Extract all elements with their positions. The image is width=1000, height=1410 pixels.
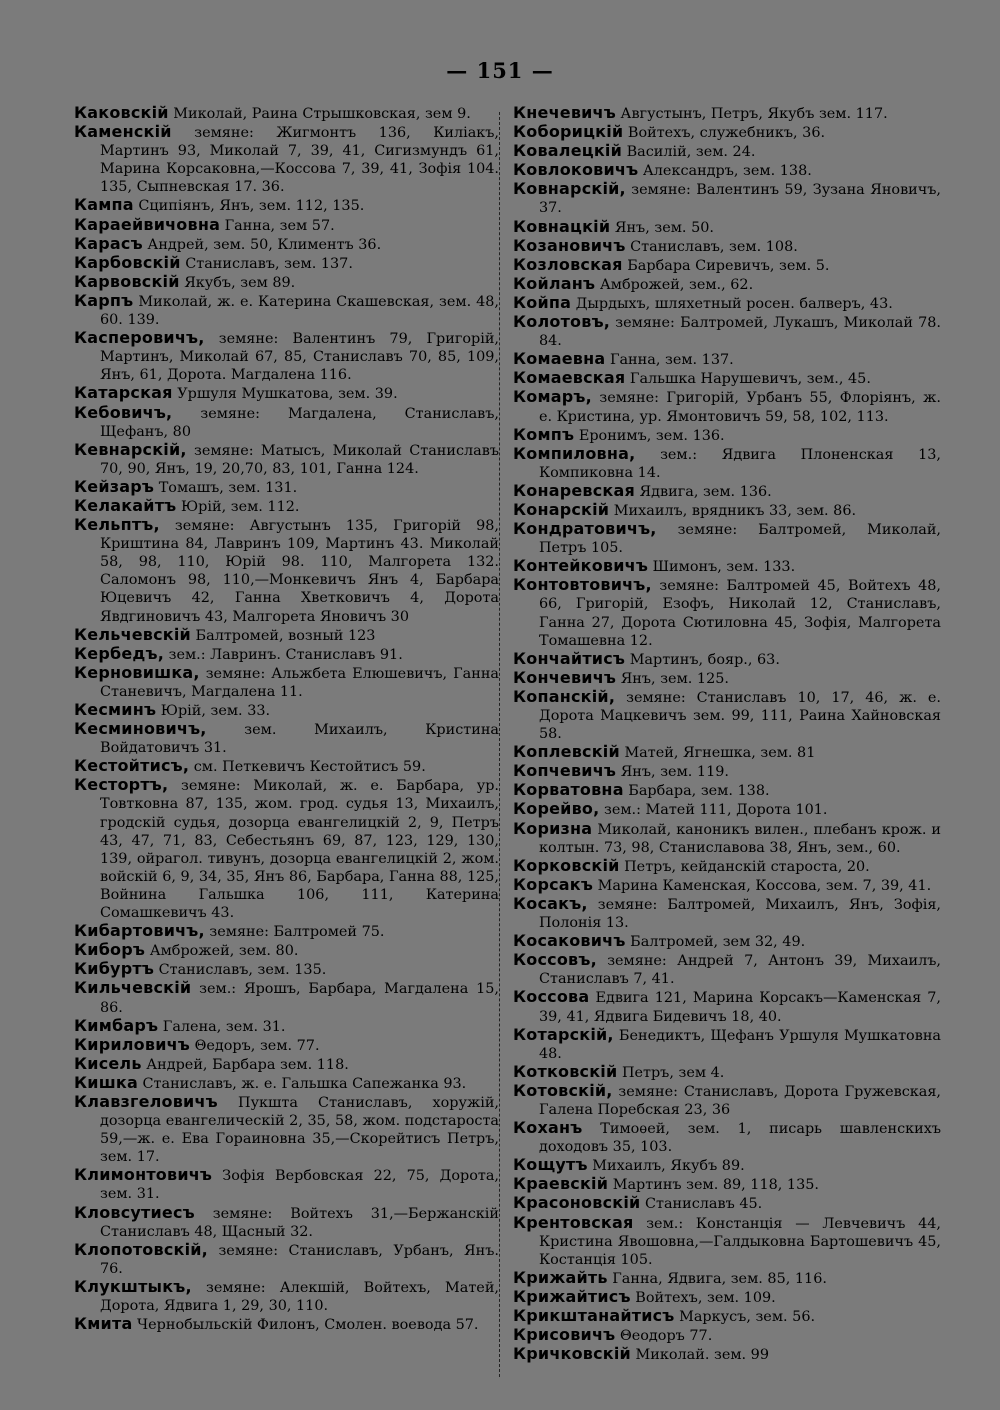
entry-details: Зофія Вербовская 22, 75, Дорота, зем. 31.	[100, 1168, 499, 1203]
entry-surname: Копчевичъ	[513, 761, 617, 781]
index-entry	[513, 988, 941, 1025]
entry-details: Мартинъ, бояр., 63.	[629, 651, 780, 668]
entry-surname: Кельчевскій	[74, 624, 191, 644]
index-entry	[513, 1269, 941, 1288]
index-entry	[513, 237, 941, 256]
entry-details: Галена, зем. 31.	[162, 1018, 286, 1035]
entry-surname: Каменскій	[74, 122, 172, 142]
entry-surname: Кесминъ	[74, 700, 157, 719]
index-entry	[74, 235, 499, 254]
entry-details: Чернобыльскій Филонъ, Смолен. воевода 57.	[137, 1317, 479, 1334]
index-entry	[74, 1074, 499, 1093]
entry-surname: Киборъ	[74, 940, 146, 960]
entry-details: Уршуля Мушкатова, зем. 39.	[177, 386, 398, 403]
entry-details: Ганна, Ядвига, зем. 85, 116.	[612, 1270, 827, 1287]
entry-surname: Коборицкій	[513, 122, 624, 142]
entry-details: земяне: Андрей 7, Антонъ 39, Михаилъ, Станиславъ 7, 41.	[539, 953, 941, 988]
entry-details: земяне: Балтромей, Миколай, Петръ 105.	[539, 522, 942, 557]
entry-details: земяне: Матысъ, Миколай Станиславъ 70, 90, Янъ, 19, 20,70, 83, 101, Ганна 124.	[100, 442, 500, 477]
entry-surname: Клопотовскій,	[74, 1239, 208, 1259]
entry-details: Янъ, зем. 119.	[620, 764, 729, 781]
index-entry	[513, 781, 941, 800]
entry-details: Станиславъ, зем. 135.	[158, 962, 327, 979]
index-entry	[74, 960, 499, 979]
entry-details: земяне: Валентинъ 59, Зузана Яновичъ, 37.	[539, 182, 942, 217]
entry-details: Петръ, зем 4.	[621, 1064, 725, 1081]
entry-details: земяне: Магдалена, Станиславъ, Щефанъ, 80	[100, 405, 499, 440]
entry-details: зем.: Матей 111, Дорота 101.	[603, 802, 828, 819]
entry-details: Гальшка Нарушевичъ, зем., 45.	[629, 371, 871, 388]
index-entry	[513, 669, 941, 688]
entry-surname: Карпъ	[74, 290, 134, 310]
entry-details: Александръ, зем. 138.	[642, 163, 812, 180]
entry-surname: Комаевна	[513, 349, 606, 369]
entry-details: Андрей, зем. 50, Климентъ 36.	[147, 236, 382, 253]
index-entry	[74, 1036, 499, 1055]
entry-surname: Ковнацкій	[513, 216, 611, 236]
entry-details: Барбара Сиревичъ, зем. 5.	[627, 257, 830, 274]
entry-surname: Козановичъ	[513, 235, 626, 255]
entry-details: Дырдыхъ, шляхетный росен. балверъ, 43.	[575, 295, 893, 312]
index-entry	[513, 1175, 941, 1194]
index-entry	[513, 123, 941, 142]
entry-surname: Котарскій,	[513, 1024, 614, 1044]
index-entry	[513, 520, 941, 557]
entry-surname: Келакайтъ	[74, 495, 177, 515]
entry-surname: Кельптъ,	[74, 515, 160, 535]
entry-surname: Кампа	[74, 195, 134, 215]
entry-details: Балтромей, зем 32, 49.	[630, 934, 806, 951]
entry-details: земяне: Августынъ 135, Григорій 98, Криштина 84, Лавринъ 109, Мартинъ 43. Миколай 58, 98, 110, Юрій 98. 110, Малгорета 132. Саломонъ 98, 110,—Монкевичъ Янъ 4, Барбара Юцевичъ 42, Ганна Хветковичъ 4, Дорота Явдгиновичъ 43, Малгорета Яновичъ 30	[100, 518, 499, 625]
entry-surname: Касперовичъ,	[74, 328, 205, 348]
index-entry	[74, 776, 499, 922]
index-entry	[513, 857, 941, 876]
index-entry	[74, 254, 499, 273]
index-entry	[74, 104, 499, 123]
index-entry	[74, 292, 499, 329]
entry-details: Юрій, зем. 33.	[160, 703, 271, 719]
entry-details: земяне: Валентинъ 79, Григорій, Мартинъ, Миколай 67, 85, Станиславъ 70, 85, 109, Янъ, 61, Дорота. Магдалена 116.	[100, 331, 500, 384]
right-column	[513, 104, 941, 1364]
index-entry	[74, 273, 499, 292]
entry-details: Балтромей, возный 123	[195, 627, 376, 644]
index-entry	[513, 1194, 941, 1213]
index-entry	[513, 1307, 941, 1326]
entry-details: Ганна, зем. 137.	[609, 352, 734, 369]
index-entry	[74, 922, 499, 941]
index-entry	[74, 123, 499, 196]
entry-details: Ганна, зем 57.	[224, 217, 335, 234]
entry-surname: Корковскій	[513, 855, 620, 875]
entry-surname: Кириловичъ	[74, 1034, 191, 1054]
entry-details: Михаилъ, Якубъ 89.	[592, 1158, 745, 1175]
index-entry	[74, 645, 499, 664]
entry-surname: Конаревская	[513, 480, 635, 500]
entry-details: Марина Каменская, Коссова, зем. 7, 39, 41.	[597, 877, 932, 894]
entry-details: Бенедиктъ, Щефанъ Уршуля Мушкатовна 48.	[539, 1027, 941, 1062]
entry-surname: Косаковичъ	[513, 931, 626, 951]
entry-details: земяне: Балтромей 75.	[209, 924, 385, 941]
entry-details: зем. Михаилъ, Кристина Войдатовичъ 31.	[100, 722, 500, 757]
entry-details: земяне: Балтромей, Лукашъ, Миколай 78. 84.	[539, 315, 941, 350]
entry-details: земяне: Григорій, Урбанъ 55, Флоріянъ, ж. е. Кристина, ур. Ямонтовичъ 59, 58, 102, 113.	[539, 390, 941, 425]
entry-surname: Керновишка,	[74, 662, 200, 682]
index-entry	[513, 275, 941, 294]
entry-details: Ядвига, зем. 136.	[639, 483, 772, 500]
index-entry	[74, 979, 499, 1016]
entry-details: Матей, Ягнешка, зем. 81	[624, 745, 816, 762]
entry-surname: Кесминовичъ,	[74, 719, 207, 739]
entry-surname: Крижайтисъ	[513, 1286, 631, 1306]
entry-details: зем.: Ядвига Плоненская 13, Компиковна 14.	[539, 446, 941, 481]
index-entry	[74, 497, 499, 516]
entry-details: зем.: Лавринъ. Станиславъ 91.	[168, 646, 403, 663]
index-entry	[74, 1241, 499, 1278]
entry-details: Еронимъ, зем. 136.	[578, 427, 725, 444]
index-entry	[513, 932, 941, 951]
entry-surname: Кончевичъ	[513, 667, 617, 687]
entry-surname: Кощутъ	[513, 1155, 588, 1175]
index-entry	[513, 388, 941, 425]
index-entry	[74, 720, 499, 757]
index-entry	[74, 941, 499, 960]
entry-details: Мартинъ зем. 89, 118, 135.	[612, 1177, 819, 1194]
entry-surname: Комаевская	[513, 368, 626, 388]
entry-details: Петръ, кейданскій староста, 20.	[624, 858, 870, 875]
entry-details: Амброжей, зем. 80.	[149, 943, 299, 960]
entry-surname: Кондратовичъ,	[513, 519, 657, 539]
entry-surname: Копанскій,	[513, 686, 616, 706]
entry-surname: Кисель	[74, 1053, 142, 1073]
entry-details: Амброжей, зем., 62.	[599, 276, 754, 293]
entry-surname: Крентовская	[513, 1212, 634, 1232]
entry-details: Томашъ, зем. 131.	[158, 479, 298, 496]
entry-surname: Караейвичовна	[74, 214, 221, 234]
entry-surname: Каковскій	[74, 103, 169, 122]
entry-details: земяне: Балтромей 45, Войтехъ 48, 66, Григорій, Езофъ, Николай 12, Станиславъ, Ганна 27, Дорота Сютиловна 45, Зофія, Малгорета Томашевна 12.	[539, 578, 941, 649]
entry-surname: Кильчевскій	[74, 978, 192, 998]
entry-surname: Койланъ	[513, 273, 596, 293]
entry-details: Янъ, зем. 50.	[614, 219, 714, 236]
entry-details: земяне: Станиславъ, Дорота Гружевская, Галена Поребская 23, 36	[539, 1083, 942, 1118]
entry-details: Шимонъ, зем. 133.	[652, 559, 796, 576]
index-entry	[74, 1093, 499, 1166]
entry-details: Василій, зем. 24.	[626, 144, 756, 161]
index-entry	[513, 350, 941, 369]
index-entry	[74, 1017, 499, 1036]
index-entry	[513, 762, 941, 781]
entry-surname: Кнечевичъ	[513, 103, 616, 122]
entry-details: Миколай, каноникъ вилен., плебанъ крож. и колтын. 73, 98, Станиславова 38, Янъ, зем., 60.	[539, 821, 941, 856]
entry-surname: Клукштыкъ,	[74, 1276, 192, 1296]
entry-surname: Кибуртъ	[74, 959, 155, 979]
entry-surname: Кончайтисъ	[513, 648, 626, 668]
index-entry	[74, 1055, 499, 1074]
entry-details: Михаилъ, врядникъ 33, зем. 86.	[613, 502, 857, 519]
entry-surname: Козловская	[513, 254, 623, 274]
entry-surname: Климонтовичъ	[74, 1165, 213, 1185]
entry-surname: Клавзгеловичъ	[74, 1091, 218, 1111]
entry-surname: Коплевскій	[513, 742, 620, 762]
index-entry	[513, 688, 941, 743]
index-entry	[74, 757, 499, 776]
index-entry	[513, 650, 941, 669]
entry-surname: Кишка	[74, 1072, 138, 1092]
entry-surname: Катарская	[74, 383, 173, 403]
index-entry	[74, 1315, 499, 1334]
index-entry	[513, 951, 941, 988]
entry-details: земяне: Станиславъ, Урбанъ, Янъ. 76.	[100, 1242, 499, 1277]
index-entry	[513, 1063, 941, 1082]
entry-details: Станиславъ, зем. 108.	[630, 238, 798, 255]
entry-surname: Контовтовичъ,	[513, 575, 652, 595]
index-entry	[74, 384, 499, 403]
entry-surname: Контейковичъ	[513, 556, 649, 576]
index-entry	[513, 1119, 941, 1156]
entry-surname: Койпа	[513, 292, 572, 312]
entry-surname: Корсакъ	[513, 874, 594, 894]
entry-surname: Кловсутиесъ	[74, 1202, 195, 1222]
index-entry	[74, 329, 499, 384]
entry-surname: Корейво,	[513, 799, 600, 819]
entry-details: Августынъ, Петръ, Якубъ зем. 117.	[620, 106, 888, 122]
entry-surname: Комаръ,	[513, 387, 592, 407]
entry-details: см. Петкевичъ Кестойтисъ 59.	[193, 759, 426, 776]
entry-surname: Коризна	[513, 818, 593, 838]
entry-details: земяне: Алекшій, Войтехъ, Матей, Дорота, Ядвига 1, 29, 30, 110.	[100, 1279, 499, 1314]
entry-details: Маркусъ, зем. 56.	[679, 1309, 816, 1325]
entry-details: зем.: Ярошъ, Барбара, Магдалена 15, 86.	[100, 981, 500, 1016]
index-entry	[513, 256, 941, 275]
entry-surname: Компъ	[513, 424, 575, 444]
index-entry	[513, 557, 941, 576]
index-entry	[513, 1345, 941, 1364]
entry-surname: Кейзаръ	[74, 476, 155, 496]
entry-details: Сципіянъ, Янъ, зем. 112, 135.	[138, 198, 365, 215]
index-entry	[513, 895, 941, 932]
index-entry	[74, 196, 499, 215]
entry-surname: Ковнарскій,	[513, 179, 626, 199]
entry-details: Θеодоръ 77.	[619, 1328, 713, 1345]
entry-surname: Кербедъ,	[74, 643, 165, 663]
entry-surname: Компиловна,	[513, 443, 636, 463]
entry-details: Войтехъ, зем. 109.	[635, 1289, 776, 1306]
index-entry	[513, 800, 941, 819]
entry-surname: Ковлоковичъ	[513, 160, 639, 180]
entry-surname: Карасъ	[74, 233, 143, 253]
index-entry	[513, 501, 941, 520]
index-entry	[513, 1026, 941, 1063]
entry-details: земяне: Станиславъ 10, 17, 46, ж. е. Дорота Мацкевичъ зем. 99, 111, Раина Хайновская 58.	[539, 689, 941, 743]
entry-details: Станиславъ 45.	[645, 1196, 763, 1213]
entry-details: Янъ, зем. 125.	[620, 670, 729, 687]
entry-details: Миколай, Раина Стрышковская, зем 9.	[173, 106, 471, 122]
entry-surname: Краевскій	[513, 1174, 609, 1194]
entry-details: Юрій, зем. 112.	[181, 498, 300, 515]
index-entry	[74, 664, 499, 701]
index-entry	[513, 218, 941, 237]
entry-surname: Ковалецкій	[513, 141, 622, 161]
entry-surname: Карбовскій	[74, 252, 181, 272]
index-entry	[74, 441, 499, 478]
entry-surname: Кестойтисъ,	[74, 756, 190, 776]
entry-details: земяне: Жигмонтъ 136, Киліакъ, Мартинъ 93, Миколай 7, 39, 41, Сигизмундъ 61, Марина Корсаковна,—Коссова 7, 39, 41, Зофія 104. 135, Сыпневская 17. 36.	[100, 125, 500, 196]
entry-surname: Кевнарскій,	[74, 439, 187, 459]
index-entry	[513, 1082, 941, 1119]
left-column	[74, 104, 499, 1334]
entry-details: Войтехъ, служебникъ, 36.	[627, 125, 826, 142]
index-entry	[513, 104, 941, 123]
entry-surname: Коханъ	[513, 1118, 583, 1138]
index-entry	[513, 426, 941, 445]
entry-details: Барбара, зем. 138.	[628, 783, 770, 800]
index-entry	[74, 216, 499, 235]
entry-surname: Карвовскій	[74, 271, 180, 291]
entry-surname: Коссова	[513, 987, 590, 1007]
index-entry	[74, 701, 499, 720]
index-entry	[74, 478, 499, 497]
index-entry	[74, 626, 499, 645]
index-entry	[513, 576, 941, 649]
index-entry	[513, 876, 941, 895]
page-number: — 151 —	[446, 58, 554, 83]
index-entry	[74, 1204, 499, 1241]
entry-surname: Кричковскій	[513, 1344, 631, 1364]
entry-surname: Кебовичъ,	[74, 402, 173, 422]
index-entry	[74, 1166, 499, 1203]
index-entry	[513, 445, 941, 482]
index-entry	[513, 482, 941, 501]
entry-surname: Конарскій	[513, 499, 610, 519]
index-entry	[513, 1214, 941, 1269]
index-entry	[513, 161, 941, 180]
index-entry	[74, 404, 499, 441]
entry-details: Тимоѳей, зем. 1, писарь шавленскихъ доходовъ 35, 103.	[539, 1121, 941, 1156]
entry-details: Миколай, ж. е. Катерина Скашевская, зем. 48, 60. 139.	[100, 293, 499, 329]
entry-surname: Крикштанайтисъ	[513, 1306, 675, 1325]
index-entry	[513, 1156, 941, 1175]
index-entry	[74, 516, 499, 626]
entry-surname: Кмита	[74, 1314, 133, 1334]
entry-details: земяне: Войтехъ 31,—Бержанскій Станиславъ 48, Щасный 32.	[100, 1205, 499, 1240]
entry-surname: Колотовъ,	[513, 312, 611, 332]
index-entry	[513, 180, 941, 217]
entry-details: Станиславъ, ж. е. Гальшка Сапежанка 93.	[142, 1075, 467, 1092]
entry-details: Андрей, Барбара зем. 118.	[146, 1056, 349, 1073]
entry-details: земяне: Балтромей, Михаилъ, Янъ, Зофія, Полонія 13.	[539, 896, 942, 932]
entry-details: Θедоръ, зем. 77.	[194, 1037, 320, 1054]
entry-surname: Косакъ,	[513, 893, 588, 913]
entry-surname: Красоновскій	[513, 1193, 641, 1213]
index-entry	[74, 1278, 499, 1315]
entry-details: зем.: Констанція — Левчевичъ 44, Кристина Явошовна,—Галдыковна Бартошевичъ 45, Костанція 105.	[539, 1215, 941, 1268]
entry-surname: Корватовна	[513, 780, 624, 800]
entry-details: Станиславъ, зем. 137.	[185, 255, 353, 272]
entry-details: Пукшта Станиславъ, хоружій, дозорца евангелическій 2, 35, 58, жом. подстароста 59,—ж. е. Ева Гораиновна 35,—Скорейтисъ Петръ, зем. 17.	[100, 1094, 499, 1166]
column-divider	[499, 112, 500, 1377]
entry-details: Миколай. зем. 99	[635, 1347, 769, 1364]
index-entry	[513, 820, 941, 857]
index-entry	[513, 1288, 941, 1307]
index-entry	[513, 1326, 941, 1345]
index-entry	[513, 743, 941, 762]
entry-surname: Котковскій	[513, 1061, 618, 1081]
index-entry	[513, 294, 941, 313]
entry-surname: Крисовичъ	[513, 1325, 616, 1345]
entry-surname: Коссовъ,	[513, 950, 597, 970]
entry-surname: Котовскій,	[513, 1080, 613, 1100]
entry-surname: Кимбаръ	[74, 1015, 159, 1035]
index-entry	[513, 313, 941, 350]
index-entry	[513, 369, 941, 388]
entry-surname: Крижайть	[513, 1267, 608, 1287]
entry-details: Едвига 121, Марина Корсакъ—Каменская 7, 39, 41, Ядвига Бидевичъ 18, 40.	[539, 990, 941, 1025]
entry-surname: Кестортъ,	[74, 775, 169, 795]
entry-details: Якубъ, зем 89.	[184, 274, 296, 291]
entry-details: земяне: Миколай, ж. е. Барбара, ур. Товтковна 87, 135, жом. грод. судья 13, Михаилъ, гродскій судья, дозорца евангелицкій 2, 9, Петръ 43, 47, 71, 83, Себестьянъ 69, 87, 123, 129, 130, 139, ойрагол. тивунъ, дозорца евангелицкій 2, жом. войскій 6, 9, 34, 35, Янъ 86, Барбара, Ганна 88, 125, Войнина Гальшка 106, 111, Катерина Сомашкевичъ 43.	[100, 778, 499, 922]
entry-details: земяне: Альжбета Елюшевичъ, Ганна Станевичъ, Магдалена 11.	[100, 665, 499, 700]
index-entry	[513, 142, 941, 161]
entry-surname: Кибартовичъ,	[74, 921, 205, 941]
